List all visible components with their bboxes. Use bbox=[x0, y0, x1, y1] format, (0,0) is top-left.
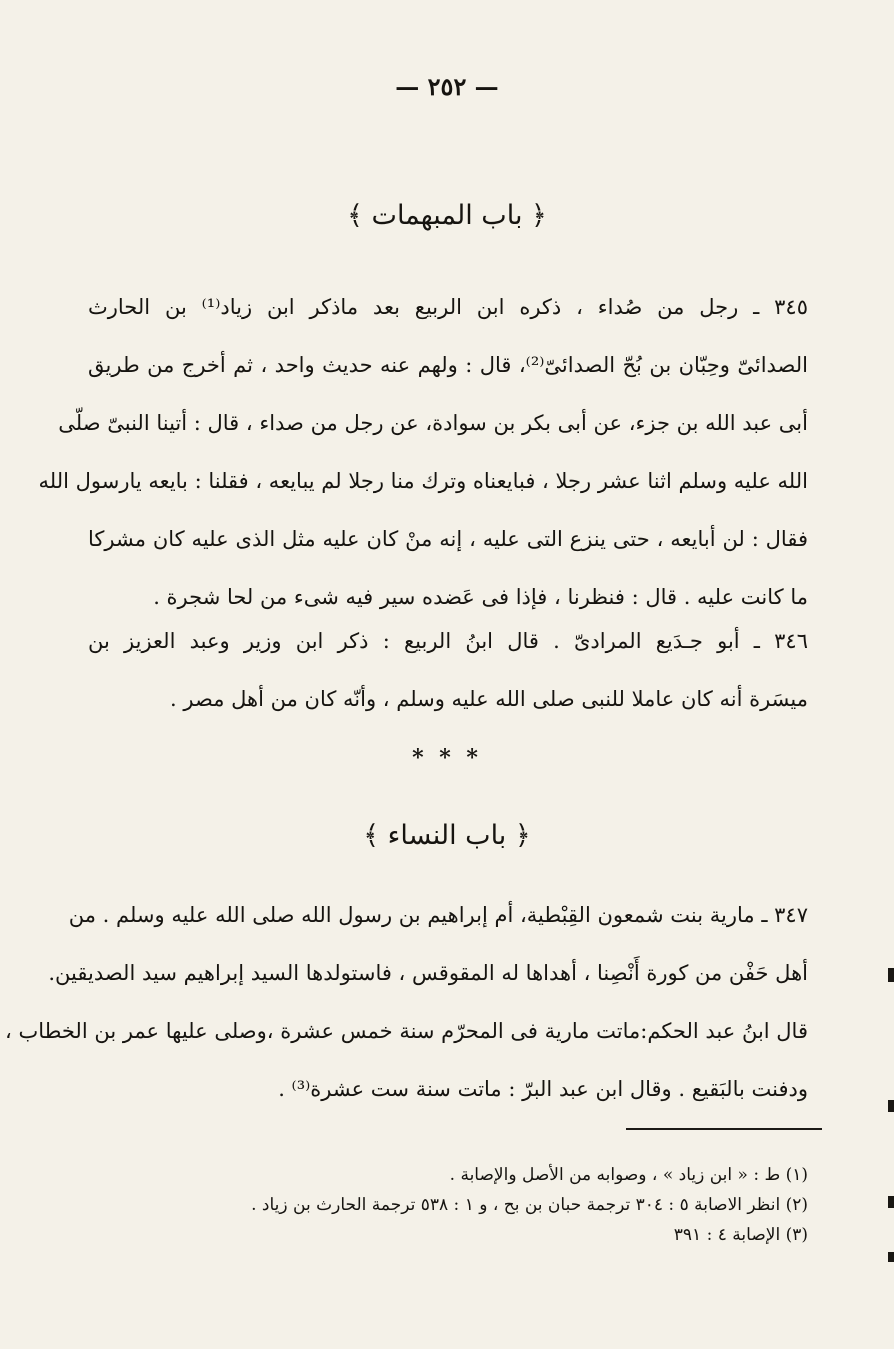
text-line: أبى عبد الله بن جزء، عن أبى بكر بن سوادة، عن رجل من صداء ، قال : أتينا النبىّ صلّى bbox=[58, 411, 808, 435]
text-line: ٣٤٦ ـ أبو جـدَيع المرادىّ . قال ابنُ الربيع : ذكر ابن وزير وعبد العزيز بن bbox=[88, 629, 808, 653]
scan-edge-mark bbox=[888, 1100, 894, 1112]
scan-edge-mark bbox=[888, 1196, 894, 1208]
text-line: قال ابنُ عبد الحكم:ماتت مارية فى المحرّم سنة خمس عشرة ،وصلى عليها عمر بن الخطاب ، bbox=[5, 1019, 808, 1043]
section-title-mubhamat: ﴿ باب المبهمات ﴾ bbox=[347, 200, 547, 231]
entry-346 bbox=[88, 612, 808, 728]
text-line: أهل حَفْن من كورة أَنْصِنا ، أهداها له المقوقس ، فاستولدها السيد إبراهيم سيد الصديقين. bbox=[48, 961, 808, 985]
text-line: ميسَرة أنه كان عاملا للنبى صلى الله عليه وسلم ، وأنّه كان من أهل مصر . bbox=[170, 687, 808, 711]
page-number: — ٢٥٢ — bbox=[395, 72, 499, 101]
footnote-divider bbox=[626, 1128, 822, 1130]
footnote-2: (٢) انظر الاصابة ٥ : ٣٠٤ ترجمة حبان بن بح ، و ١ : ٥٣٨ ترجمة الحارث بن زياد . bbox=[251, 1195, 808, 1215]
text-line: الصدائىّ وحِبّان بن بُحّ الصدائىّ⁽²⁾، قال : ولهم عنه حديث واحد ، ثم أخرج من طريق bbox=[88, 353, 808, 377]
text-line: فقال : لن أبايعه ، حتى ينزع التى عليه ، إنه منْ كان عليه مثل الذى عليه كان مشركا bbox=[88, 527, 808, 551]
section-title-nisa: ﴿ باب النساء ﴾ bbox=[363, 820, 531, 851]
entry-345 bbox=[38, 278, 808, 626]
footnote-1: (١) ط : « ابن زياد » ، وصوابه من الأصل والإصابة . bbox=[449, 1165, 808, 1185]
text-line: ٣٤٧ ـ مارية بنت شمعون القِبْطية، أم إبراهيم بن رسول الله صلى الله عليه وسلم . من bbox=[68, 903, 808, 927]
text-line: ٣٤٥ ـ رجل من صُداء ، ذكره ابن الربيع بعد ماذكر ابن زياد⁽¹⁾ بن الحارث bbox=[88, 295, 808, 319]
footnote-3: (٣) الإصابة ٤ : ٣٩١ bbox=[673, 1225, 808, 1245]
footnotes bbox=[88, 1160, 808, 1250]
text-line: ودفنت بالبَقيع . وقال ابن عبد البرّ : ماتت سنة ست عشرة⁽³⁾ . bbox=[278, 1077, 808, 1101]
text-line: الله عليه وسلم اثنا عشر رجلا ، فبايعناه وترك منا رجلا لم يبايعه ، فقلنا : بايعه يارسول الله bbox=[38, 469, 808, 493]
entry-347 bbox=[5, 886, 808, 1118]
section-separator: * * * bbox=[412, 745, 482, 771]
scan-edge-mark bbox=[888, 968, 894, 982]
text-line: ما كانت عليه . قال : فنظرنا ، فإذا فى عَضده سير فيه شىء من لحا شجرة . bbox=[153, 585, 808, 609]
scan-edge-mark bbox=[888, 1252, 894, 1262]
